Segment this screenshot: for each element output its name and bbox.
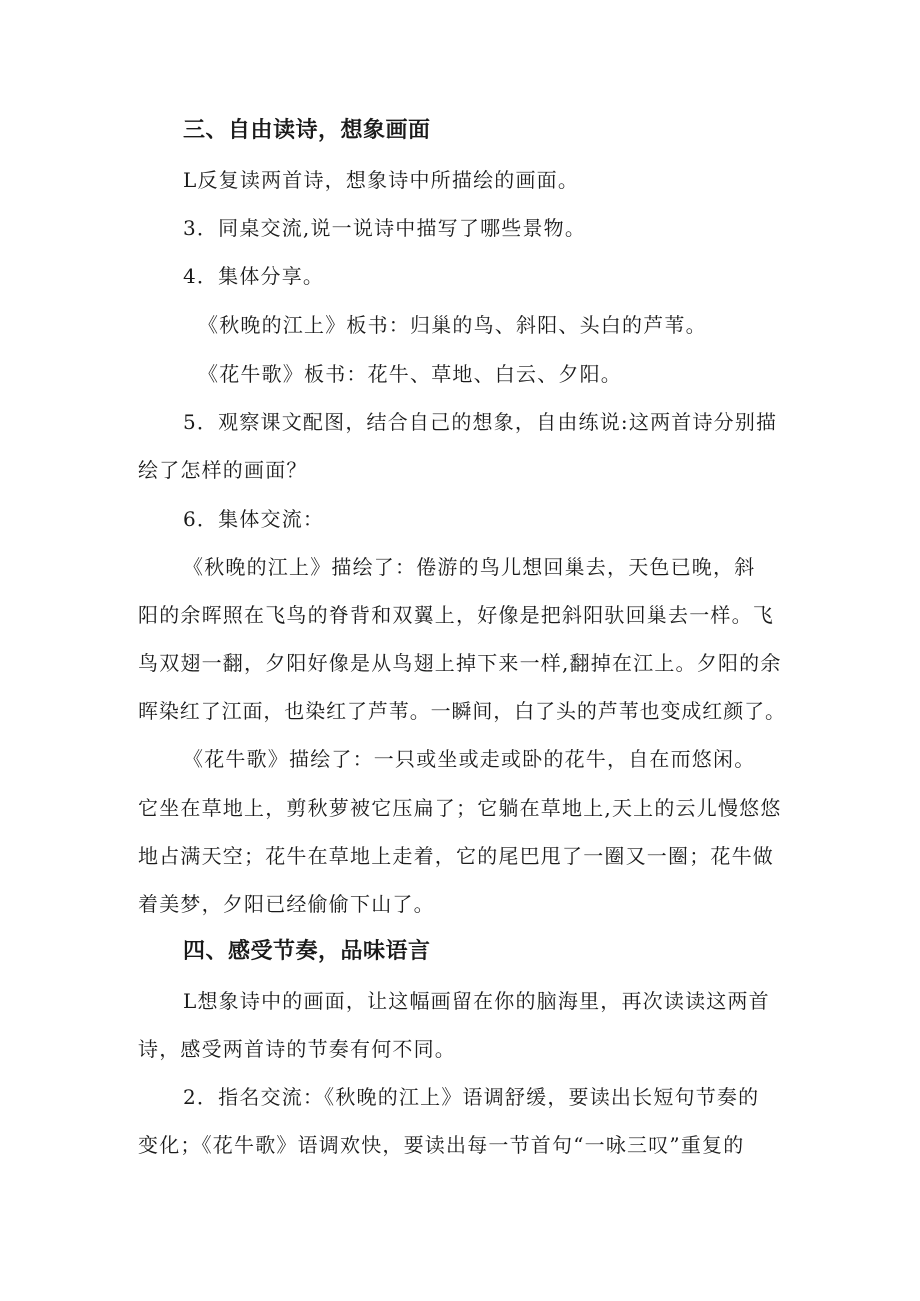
section4-item-1-line-1: L想象诗中的画面，让这幅画留在你的脑海里，再次读读这两首 [183, 989, 770, 1013]
paragraph-huaniu-line-4: 着美梦，夕阳已经偷偷下山了。 [138, 892, 435, 916]
paragraph-qiuwan-line-4: 晖染红了江面，也染红了芦苇。一瞬间，白了头的芦苇也变成红颜了。 [138, 699, 786, 723]
section4-item-2-line-2: 变化；《花牛歌》语调欢快，要读出每一节首句“一咏三叹”重复的 [138, 1133, 745, 1157]
board-note-huaniu: 《花牛歌》板书：花牛、草地、白云、夕阳。 [198, 362, 622, 386]
paragraph-huaniu-line-1: 《花牛歌》描绘了：一只或坐或走或卧的花牛，自在而悠闲。 [183, 747, 756, 771]
section4-item-2-line-1: 2．指名交流：《秋晚的江上》语调舒缓，要读出长短句节奏的 [183, 1085, 760, 1109]
section3-item-3: 3．同桌交流,说一说诗中描写了哪些景物。 [183, 216, 587, 240]
section3-item-1: L反复读两首诗，想象诗中所描绘的画面。 [183, 168, 580, 192]
paragraph-huaniu-line-2: 它坐在草地上，剪秋萝被它压扁了；它躺在草地上,天上的云儿慢悠悠 [138, 796, 782, 820]
section4-heading: 四、感受节奏，品味语言 [183, 939, 431, 964]
paragraph-qiuwan-line-3: 鸟双翅一翻，夕阳好像是从鸟翅上掉下来一样,翻掉在江上。夕阳的余 [138, 651, 782, 675]
section4-item-1-line-2: 诗，感受两首诗的节奏有何不同。 [138, 1037, 456, 1061]
board-note-qiuwan: 《秋晚的江上》板书：归巢的鸟、斜阳、头白的芦苇。 [198, 313, 707, 337]
section3-item-6: 6．集体交流： [183, 507, 325, 531]
section3-item-5-line-2: 绘了怎样的画面？ [138, 458, 308, 482]
paragraph-qiuwan-line-2: 阳的余晖照在飞鸟的脊背和双翼上，好像是把斜阳驮回巢去一样。飞 [138, 603, 774, 627]
paragraph-qiuwan-line-1: 《秋晚的江上》描绘了：倦游的鸟儿想回巢去，天色已晚，斜 [183, 555, 756, 579]
section3-item-4: 4．集体分享。 [183, 264, 325, 288]
section3-item-5-line-1: 5．观察课文配图，结合自己的想象，自由练说:这两首诗分别描 [183, 410, 778, 434]
paragraph-huaniu-line-3: 地占满天空；花牛在草地上走着，它的尾巴甩了一圈又一圈；花牛做 [138, 844, 774, 868]
section3-heading: 三、自由读诗，想象画面 [183, 118, 431, 143]
